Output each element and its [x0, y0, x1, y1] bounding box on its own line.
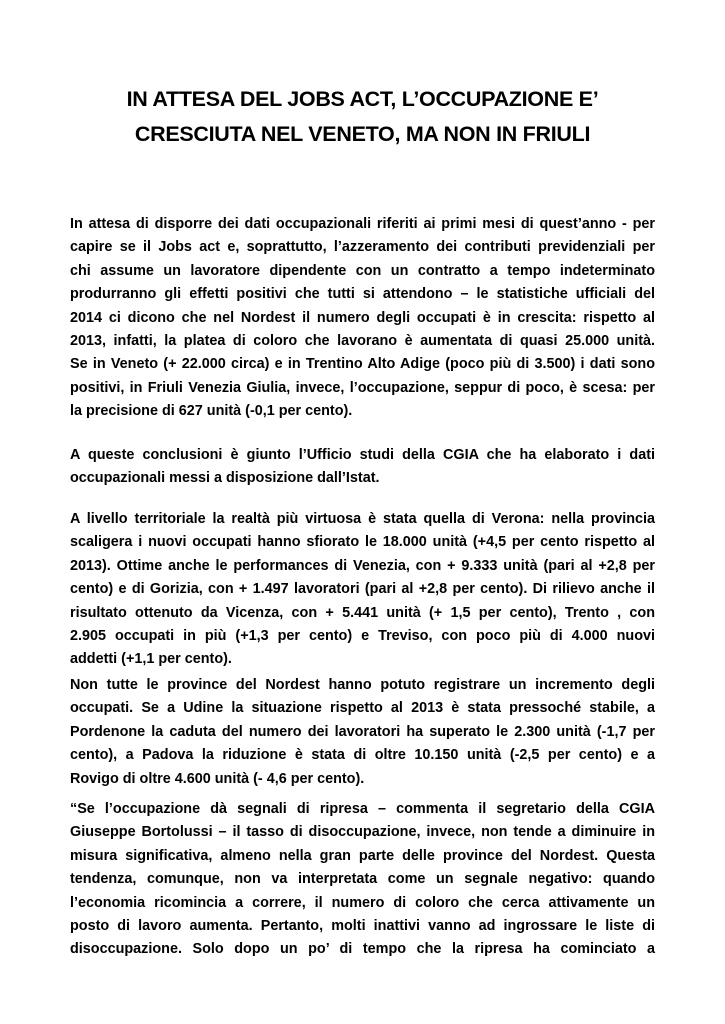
text-line: capire se il Jobs act e, soprattutto, l’azzeramento dei contributi previdenziali per: [70, 239, 655, 256]
text-line: A livello territoriale la realtà più virtuosa è stata quella di Verona: nella provincia: [70, 511, 655, 527]
text-line: Non tutte le province del Nordest hanno potuto registrare un incremento degli: [70, 677, 655, 693]
paragraph-territorial: [70, 508, 655, 672]
text-line: A queste conclusioni è giunto l’Ufficio studi della CGIA che ha elaborato i dati: [70, 447, 655, 463]
text-line: 2013, infatti, la platea di coloro che lavorano è aumentata di quasi 25.000 unità.: [70, 333, 655, 350]
paragraph-decline: [70, 674, 655, 791]
text-line: l’economia ricomincia a correre, il numero di coloro che cerca attivamente un: [70, 894, 655, 911]
title-line: IN ATTESA DEL JOBS ACT, L’OCCUPAZIONE E’: [126, 87, 599, 111]
title-line: CRESCIUTA NEL VENETO, MA NON IN FRIULI: [134, 122, 591, 146]
text-line: occupazionali messi a disposizione dall’Istat.: [70, 470, 380, 487]
paragraph-source: [70, 444, 655, 491]
text-line: scaligera i nuovi occupati hanno sfiorato le 18.000 unità (+4,5 per cento rispetto al: [70, 534, 655, 551]
text-line: addetti (+1,1 per cento).: [70, 651, 232, 668]
text-line: chi assume un lavoratore dipendente con un contratto a tempo indeterminato: [70, 262, 655, 279]
text-line: 2013). Ottime anche le performances di Venezia, con + 9.333 unità (pari al +2,8 per: [70, 557, 655, 574]
text-line: In attesa di disporre dei dati occupazionali riferiti ai primi mesi di quest’anno - per: [70, 216, 655, 232]
text-line: Rovigo di oltre 4.600 unità (- 4,6 per cento).: [70, 770, 365, 787]
text-line: posto di lavoro aumenta. Pertanto, molti inattivi vanno ad ingrossare le liste di: [70, 918, 655, 935]
paragraph-quote: [70, 798, 655, 962]
text-line: risultato ottenuto da Vicenza, con + 5.441 unità (+ 1,5 per cento), Trento , con: [70, 604, 655, 621]
text-line: cento) e di Gorizia, con + 1.497 lavoratori (pari al +2,8 per cento). Di rilievo anche il: [70, 581, 655, 598]
text-line: “Se l’occupazione dà segnali di ripresa – commenta il segretario della CGIA: [70, 801, 655, 817]
text-line: la precisione di 627 unità (-0,1 per cento).: [70, 403, 353, 420]
text-line: occupati. Se a Udine la situazione rispetto al 2013 è stata pressoché stabile, a: [70, 700, 655, 717]
text-line: 2.905 occupati in più (+1,3 per cento) e Treviso, con poco più di 4.000 nuovi: [70, 628, 655, 645]
text-line: cento), a Padova la riduzione è stata di oltre 10.150 unità (-2,5 per cento) e a: [70, 747, 655, 764]
text-line: disoccupazione. Solo dopo un po’ di tempo che la ripresa ha cominciato a: [70, 941, 655, 958]
text-line: Pordenone la caduta del numero dei lavoratori ha superato le 2.300 unità (-1,7 per: [70, 723, 655, 740]
text-line: Se in Veneto (+ 22.000 circa) e in Trentino Alto Adige (poco più di 3.500) i dati sono: [70, 356, 655, 373]
paragraph-intro: [70, 213, 655, 424]
text-line: misura significativa, almeno nella gran parte delle province del Nordest. Questa: [70, 847, 655, 864]
text-line: tendenza, comunque, non va interpretata come un segnale negativo: quando: [70, 871, 655, 888]
document-title: [70, 82, 655, 152]
text-line: 2014 ci dicono che nel Nordest il numero degli occupati è in crescita: rispetto al: [70, 309, 655, 326]
text-line: positivi, in Friuli Venezia Giulia, invece, l’occupazione, seppur di poco, è scesa: per: [70, 379, 655, 396]
text-line: produrranno gli effetti positivi che tutti si attendono – le statistiche ufficiali del: [70, 286, 655, 303]
text-line: Giuseppe Bortolussi – il tasso di disoccupazione, invece, non tende a diminuire in: [70, 824, 655, 841]
